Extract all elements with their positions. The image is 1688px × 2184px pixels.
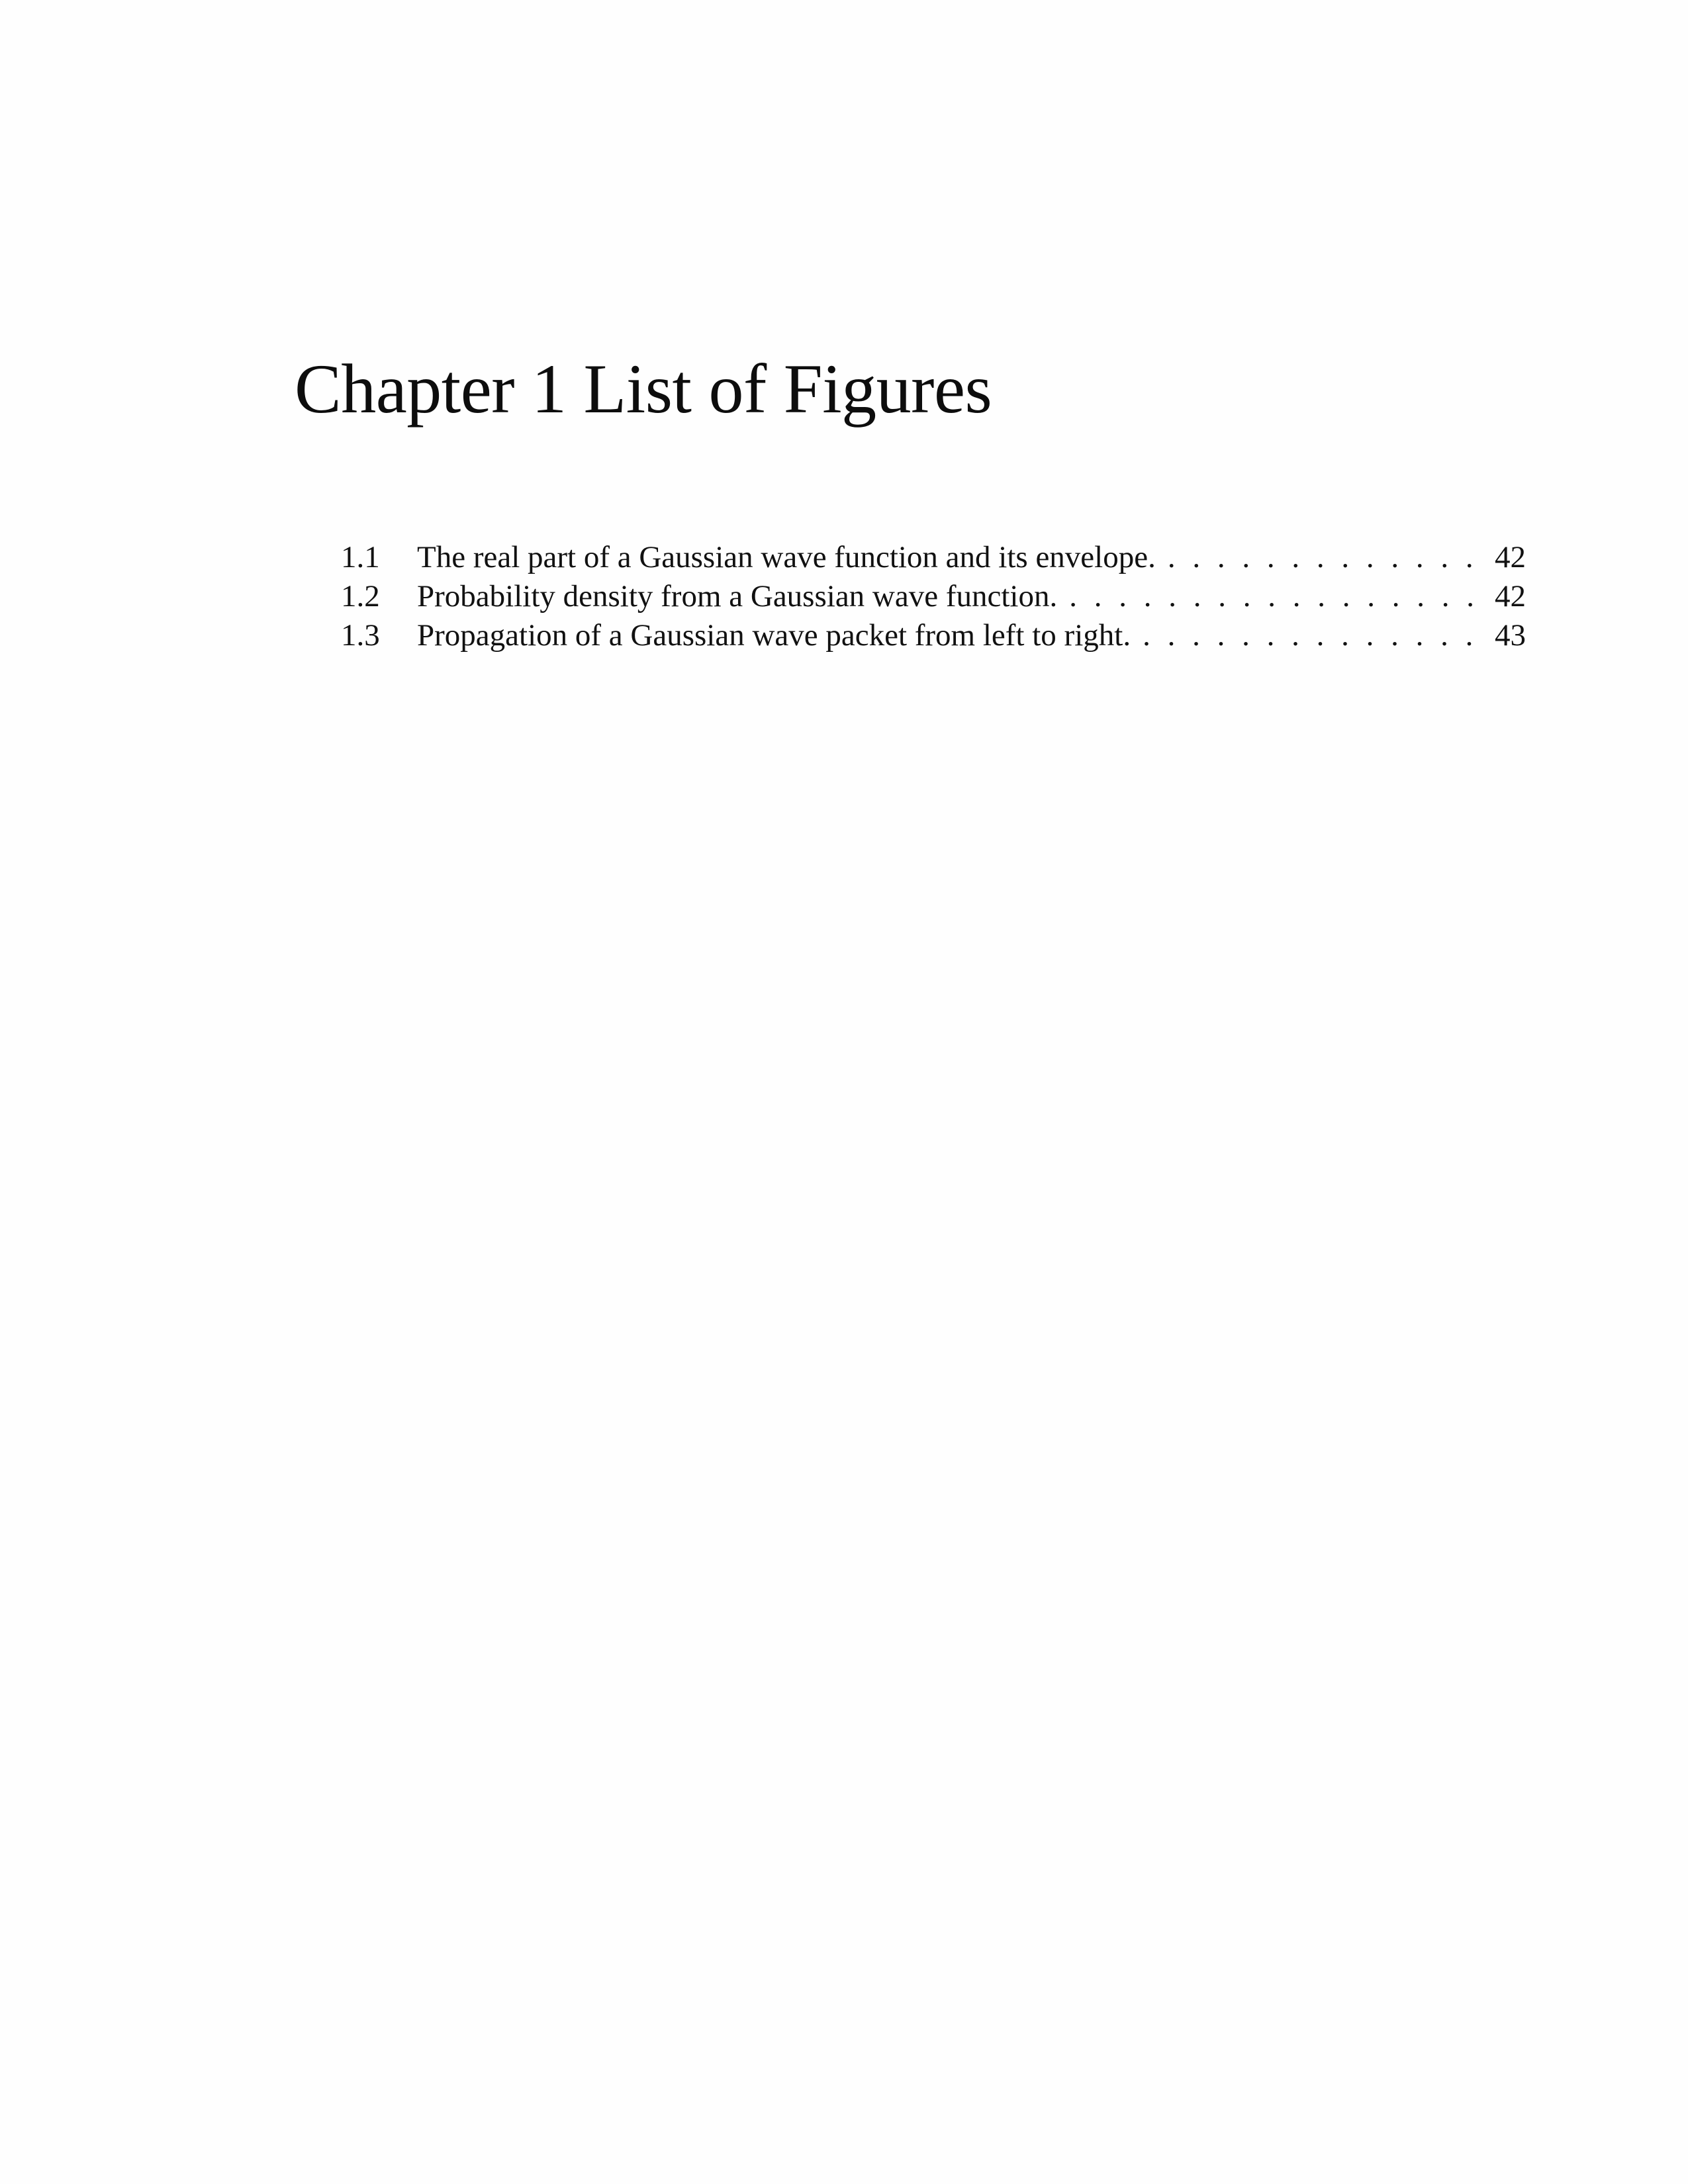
chapter-title: Chapter 1 List of Figures bbox=[295, 350, 992, 428]
figure-number: 1.1 bbox=[341, 540, 380, 574]
page-number: 42 bbox=[1495, 540, 1526, 574]
page-number: 43 bbox=[1495, 618, 1526, 653]
dot-leader bbox=[1143, 616, 1486, 655]
figure-caption: The real part of a Gaussian wave function and its envelope. bbox=[417, 540, 1156, 574]
page-number: 42 bbox=[1495, 579, 1526, 614]
list-item[interactable] bbox=[341, 577, 1526, 616]
figure-number: 1.3 bbox=[341, 618, 380, 653]
list-item[interactable] bbox=[341, 616, 1526, 655]
figure-caption: Propagation of a Gaussian wave packet from left to right. bbox=[417, 618, 1131, 653]
dot-leader bbox=[1069, 577, 1486, 616]
list-of-figures bbox=[341, 538, 1526, 655]
figure-caption: Probability density from a Gaussian wave function. bbox=[417, 579, 1058, 614]
figure-number: 1.2 bbox=[341, 579, 380, 614]
list-item[interactable] bbox=[341, 538, 1526, 577]
dot-leader bbox=[1168, 538, 1486, 577]
